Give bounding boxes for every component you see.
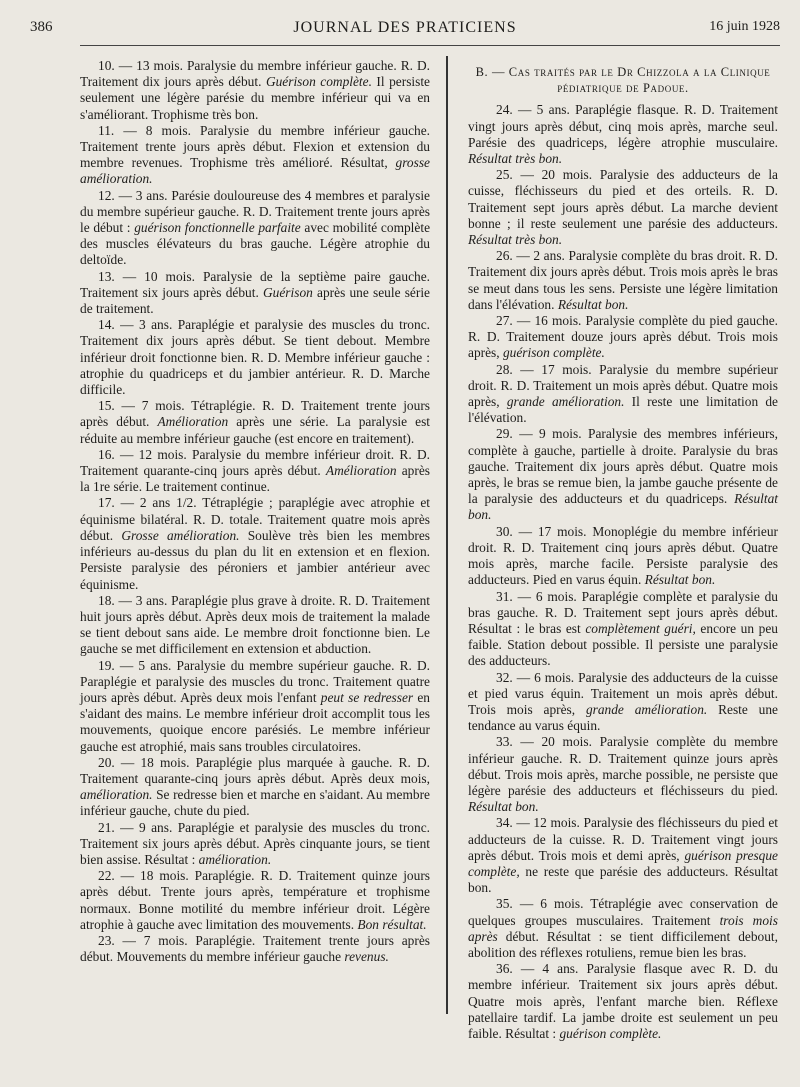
- case-number: 19.: [98, 657, 115, 673]
- case-text: — 3 ans. Parésie douloureuse des 4 membres et paralysie du membre supérieur gauche. R. D. Traitement trente jours après le début :: [80, 187, 430, 236]
- case-number: 16.: [98, 446, 115, 462]
- case-entry-20: [80, 755, 430, 820]
- case-text: — 2 ans. Paralysie complète du bras droit. R. D. Traitement dix jours après début. Trois mois après le bras se meut dans tous les sens. Persiste une légère limitation dans l'élévation.: [468, 248, 778, 312]
- case-entry-22: [80, 868, 430, 933]
- case-number: 27.: [496, 313, 513, 329]
- case-result: grande amélioration.: [585, 701, 708, 717]
- case-text: — 18 mois. Paraplégie plus marquée à gauche. R. D. Traitement quarante-cinq jours après début. Après deux mois,: [80, 754, 430, 786]
- case-number: 36.: [496, 961, 513, 977]
- case-number: 33.: [496, 734, 513, 750]
- case-text-tail: avec mobilité complète des muscles élévateurs du bras gauche. Légère atrophie du deltoïde.: [80, 220, 431, 268]
- case-entry-28: [446, 362, 778, 427]
- case-result: grosse amélioration.: [80, 155, 430, 187]
- case-text-tail: en s'aidant des mains. Le membre inférieur droit accomplit tous les mouvements, quoique encore parésiés. Le membre inférieur gauche est atrophié, mais sans troubles circulatoires.: [80, 689, 430, 754]
- header-rule: [80, 45, 780, 46]
- case-text: — 13 mois. Paralysie du membre inférieur gauche. R. D. Traitement dix jours après début.: [80, 58, 430, 90]
- case-text-tail: Il reste une limitation de l'élévation.: [468, 394, 778, 426]
- case-entry-29: [446, 426, 778, 523]
- case-result: Résultat bon.: [644, 572, 716, 588]
- case-text-tail: après la 1re série. Le traitement continue.: [80, 463, 430, 495]
- case-text: — 17 mois. Monoplégie du membre inférieur droit. R. D. Traitement cinq jours après début. Quatre mois après, marche facile. Persiste paralysie des adducteurs. Pied en varus équin.: [468, 523, 778, 588]
- case-entry-25: [446, 167, 778, 248]
- case-text-tail: après une série. La paralysie est réduite au membre inférieur gauche (est encore en traitement).: [80, 414, 430, 446]
- case-entry-32: [446, 670, 778, 735]
- case-text: — 7 mois. Tétraplégie. R. D. Traitement trente jours après début.: [80, 398, 430, 430]
- case-result: guérison fonctionnelle parfaite: [134, 220, 301, 236]
- case-entry-18: [80, 593, 430, 658]
- case-text: — 10 mois. Paralysie de la septième paire gauche. Traitement six jours après début.: [80, 268, 430, 300]
- case-number: 17.: [98, 495, 115, 511]
- case-result: Résultat très bon.: [468, 151, 563, 167]
- case-result: grande amélioration.: [506, 394, 625, 410]
- case-number: 22.: [98, 868, 115, 884]
- case-result: Guérison complète.: [265, 74, 372, 90]
- case-entry-12: [80, 188, 430, 269]
- case-number: 34.: [496, 815, 513, 831]
- case-number: 32.: [496, 669, 513, 685]
- case-result: Amélioration: [325, 463, 397, 479]
- case-text: — 20 mois. Paralysie complète du membre inférieur gauche. R. D. Traitement quinze jours après début. Trois mois après, marche possible, ne persiste que légère parésie des adducteurs et fléchisseurs du pied.: [468, 734, 778, 798]
- case-text: — 4 ans. Paralysie flasque avec R. D. du membre inférieur. Traitement six jours après début. Quatre mois après, l'enfant marche bien. Réflexe patellaire tardif. La jambe droite est seulement un peu faible. Résultat :: [468, 961, 778, 1041]
- case-number: 14.: [98, 317, 115, 333]
- case-result: Résultat très bon.: [468, 232, 563, 248]
- journal-title: JOURNAL DES PRATICIENS: [293, 19, 517, 36]
- case-result: Résultat bon.: [468, 799, 539, 815]
- case-text-tail: Se redresse bien et marche en s'aidant. Au membre inférieur gauche, chute du pied.: [80, 787, 430, 819]
- case-entry-10: [80, 58, 430, 123]
- case-text: — 6 mois. Paraplégie complète et paralysie du bras gauche. R. D. Traitement sept jours après début. Résultat : le bras est: [468, 588, 778, 636]
- case-number: 13.: [98, 268, 115, 284]
- case-result: amélioration.: [198, 851, 272, 867]
- case-entry-16: [80, 447, 430, 496]
- case-entry-17: [80, 495, 430, 592]
- case-result: guérison complète.: [502, 345, 605, 361]
- case-number: 29.: [496, 426, 513, 442]
- case-result: Grosse amélioration.: [121, 527, 240, 543]
- case-text: — 9 ans. Paraplégie et paralysie des muscles du tronc. Traitement six jours après début. Après cinquante jours, se tient bien assise. Résultat :: [80, 819, 430, 867]
- case-text-tail: Il persiste seulement une légère parésie du membre inférieur qui va en s'améliorant. Trophisme très bon.: [80, 74, 431, 122]
- case-text-tail: encore un peu faible. Station debout possible. Il persiste une paralysie des adducteurs.: [468, 620, 778, 669]
- case-entry-21: [80, 820, 430, 869]
- case-text: — 16 mois. Paralysie complète du pied gauche. R. D. Traitement douze jours après début. Trois mois après,: [468, 313, 778, 361]
- case-result: revenus.: [344, 949, 389, 965]
- case-entry-33: [446, 734, 778, 815]
- case-text: — 6 mois. Paralysie des adducteurs de la cuisse et pied varus équin. Traitement un mois après début. Trois mois après,: [468, 669, 778, 717]
- case-entry-36: [446, 961, 778, 1042]
- case-entry-19: [80, 658, 430, 755]
- right-column: [446, 58, 778, 1042]
- case-number: 31.: [496, 588, 513, 604]
- case-entry-23: [80, 933, 430, 965]
- case-number: 35.: [496, 896, 513, 912]
- case-result: peut se redresser: [320, 689, 414, 705]
- case-result: Bon résultat.: [357, 916, 427, 932]
- page-number: 386: [30, 19, 53, 35]
- case-text: — 5 ans. Paralysie du membre supérieur gauche. R. D. Paraplégie et paralysie des muscles du tronc. Traitement quatre jours après début. Après deux mois l'enfant: [80, 657, 430, 705]
- case-text: — 20 mois. Paralysie des adducteurs de la cuisse, fléchisseurs du pied et des orteils. R. D. Traitement sept jours après début. La marche devient bonne ; il reste seulement une parésie des adducteurs.: [468, 167, 778, 231]
- case-entry-34: [446, 815, 778, 896]
- case-number: 26.: [496, 248, 513, 264]
- issue-date: 16 juin 1928: [709, 19, 780, 34]
- case-number: 10.: [98, 58, 115, 73]
- case-entry-30: [446, 524, 778, 589]
- case-text: — 18 mois. Paraplégie. R. D. Traitement quinze jours après début. Trente jours après, température et trophisme normaux. Bonne motilité du membre inférieur droit. Légère atrophie à gauche avec limitation des mouvements.: [80, 868, 430, 932]
- case-entry-35: [446, 896, 778, 961]
- case-text: — 9 mois. Paralysie des membres inférieurs, complète à gauche, partielle à droite. Paralysie du bras gauche. Traitement dix jours après début. Quatre mois après, le bras se remue bien, la jambe gauche présente de la paralysie des adducteurs et du quadriceps.: [468, 426, 778, 507]
- case-text: — 3 ans. Paraplégie plus grave à droite. R. D. Traitement huit jours après début. Après deux mois de traitement la malade se tient debout sans aide. Le membre droit fonctionne bien. Le gauche se met difficilement en extension et abduction.: [80, 592, 430, 657]
- case-text-tail: après une seule série de traitement.: [80, 284, 430, 317]
- case-entry-24: [446, 102, 778, 167]
- case-number: 12.: [98, 187, 115, 203]
- case-number: 11.: [98, 122, 115, 138]
- case-text: — 17 mois. Paralysie du membre supérieur droit. R. D. Traitement un mois après début. Quatre mois après,: [468, 361, 778, 410]
- left-column: [80, 58, 430, 965]
- case-entry-26: [446, 248, 778, 313]
- case-entry-31: [446, 589, 778, 670]
- case-entry-15: [80, 398, 430, 447]
- case-entry-11: [80, 123, 430, 188]
- case-result: guérison presque complète,: [468, 847, 778, 879]
- case-text: — 3 ans. Paraplégie et paralysie des muscles du tronc. Traitement dix jours après début. Se tient debout. Membre inférieur droit fonctionne bien. R. D. Membre inférieur gauche : atrophie du quadriceps et du jambier antérieur. R. D. Marche difficile.: [80, 317, 430, 398]
- case-number: 28.: [496, 361, 513, 377]
- case-text-tail: début. Résultat : se tient difficilement debout, abolition des réflexes rotuliens, remue bien les bras.: [468, 928, 778, 960]
- case-number: 20.: [98, 754, 115, 770]
- case-number: 18.: [98, 592, 115, 608]
- page-header: [30, 19, 780, 39]
- case-entry-14: [80, 317, 430, 398]
- case-number: 25.: [496, 167, 513, 183]
- case-text: — 8 mois. Paralysie du membre inférieur gauche. Traitement trente jours après début. Flexion et extension du membre revenues. Trophisme très amélioré. Résultat,: [80, 122, 430, 171]
- case-result: Résultat bon.: [557, 296, 629, 312]
- case-number: 30.: [496, 523, 513, 539]
- case-text: — 12 mois. Paralysie du membre inférieur droit. R. D. Traitement quarante-cinq jours après début.: [80, 446, 430, 479]
- case-result: Résultat bon.: [468, 491, 778, 523]
- case-text-tail: Reste une tendance au varus équin.: [468, 701, 778, 734]
- case-text: — 6 mois. Tétraplégie avec conservation de quelques groupes musculaires. Traitement: [468, 896, 778, 928]
- case-text: — 7 mois. Paraplégie. Traitement trente jours après début. Mouvements du membre inférieur gauche: [80, 932, 430, 965]
- case-text-tail: Soulève très bien les membres inférieurs au-dessus du plan du lit en extension et en flexion. Persiste paralysie des péroniers et jambier antérieur avec équinisme.: [80, 527, 431, 592]
- case-result: complètement guéri,: [585, 620, 696, 636]
- case-result: amélioration.: [80, 787, 153, 803]
- case-result: Guérison: [263, 284, 313, 300]
- case-text-tail: ne reste que parésie des adducteurs. Résultat bon.: [468, 863, 778, 896]
- case-result: guérison complète.: [559, 1025, 662, 1041]
- case-result: Amélioration: [157, 414, 229, 430]
- case-number: 21.: [98, 819, 115, 835]
- case-number: 24.: [496, 102, 513, 118]
- case-text: — 5 ans. Paraplégie flasque. R. D. Traitement vingt jours après début, cinq mois après, marche seul. Parésie des quadriceps, légère atrophie musculaire.: [468, 102, 778, 150]
- case-entry-27: [446, 313, 778, 362]
- case-entry-13: [80, 269, 430, 318]
- case-number: 23.: [98, 932, 115, 948]
- case-result: trois mois après: [468, 912, 778, 944]
- case-text: — 12 mois. Paralysie des fléchisseurs du pied et adducteurs de la cuisse. R. D. Traitement vingt jours après début. Trois mois et demi après,: [468, 815, 778, 863]
- section-heading: B. — Cas traités par le Dr Chizzola a la Clinique pédiatrique de Padoue.: [475, 65, 771, 96]
- case-text: — 2 ans 1/2. Tétraplégie ; paraplégie avec atrophie et équinisme bilatéral. R. D. totale. Traitement quatre mois après début.: [80, 495, 430, 543]
- case-number: 15.: [98, 398, 115, 414]
